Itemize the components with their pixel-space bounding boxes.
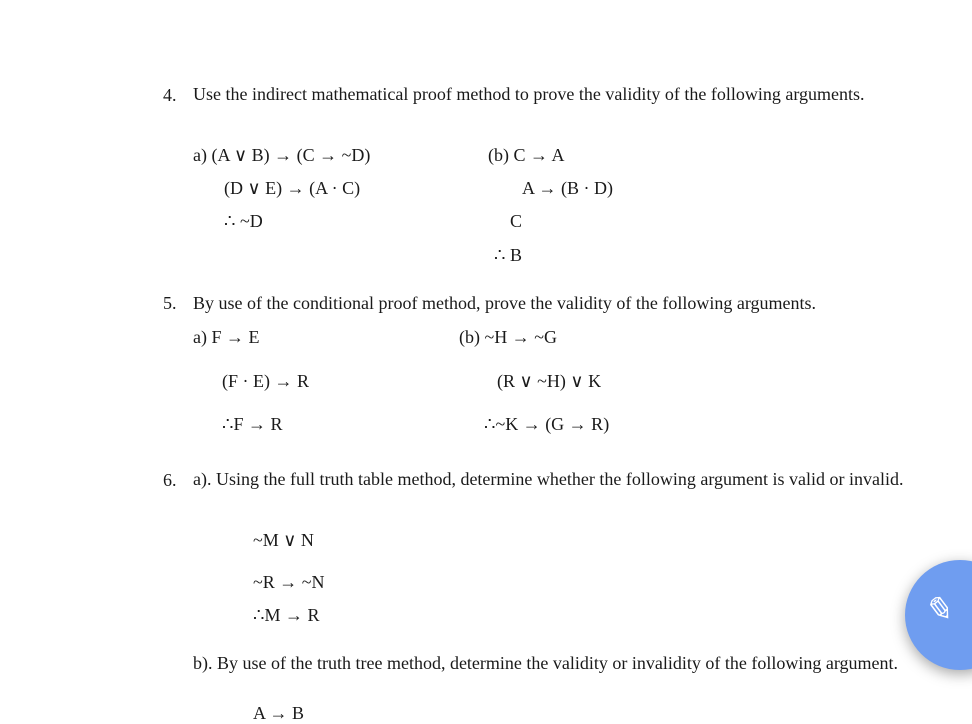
q6-a-conclusion: ∴M → R	[253, 605, 320, 625]
q5-b-conclusion: ∴~K → (G → R)	[484, 414, 610, 434]
question-4-text: Use the indirect mathematical proof method to prove the validity of the following arguments.	[193, 84, 865, 104]
q5-b-line-1: (b) ~H → ~G	[459, 327, 557, 347]
q4-b-line-2: A → (B · D)	[522, 178, 613, 198]
q4-a-conclusion: ∴ ~D	[224, 211, 263, 231]
floating-edit-button[interactable]	[905, 560, 972, 670]
question-4-number: 4.	[163, 85, 177, 105]
q4-b-conclusion: ∴ B	[494, 245, 522, 265]
q5-a-line-1: a) F → E	[193, 327, 260, 347]
q4-a-line-2: (D ∨ E) → (A · C)	[224, 178, 361, 198]
q6-a-line-2: ~R → ~N	[253, 572, 325, 592]
handwriting-pen-icon: ✎	[923, 590, 952, 630]
q4-a-line-1: a) (A ∨ B) → (C → ~D)	[193, 145, 371, 165]
q6-a-line-1: ~M ∨ N	[253, 530, 314, 550]
q5-a-line-2: (F · E) → R	[222, 371, 309, 391]
q6-b-partial-line: A → B	[253, 703, 305, 723]
q5-b-line-2: (R ∨ ~H) ∨ K	[497, 371, 602, 391]
question-5-number: 5.	[163, 293, 177, 313]
q4-b-line-3: C	[510, 211, 523, 231]
question-6a-text: a). Using the full truth table method, determine whether the following argument is valid or invalid.	[193, 469, 904, 489]
q4-b-line-1: (b) C → A	[488, 145, 565, 165]
question-6-number: 6.	[163, 470, 177, 490]
question-6b-text: b). By use of the truth tree method, determine the validity or invalidity of the following argument.	[193, 653, 899, 673]
question-5-text: By use of the conditional proof method, prove the validity of the following arguments.	[193, 293, 817, 313]
q5-a-conclusion: ∴F → R	[222, 414, 283, 434]
